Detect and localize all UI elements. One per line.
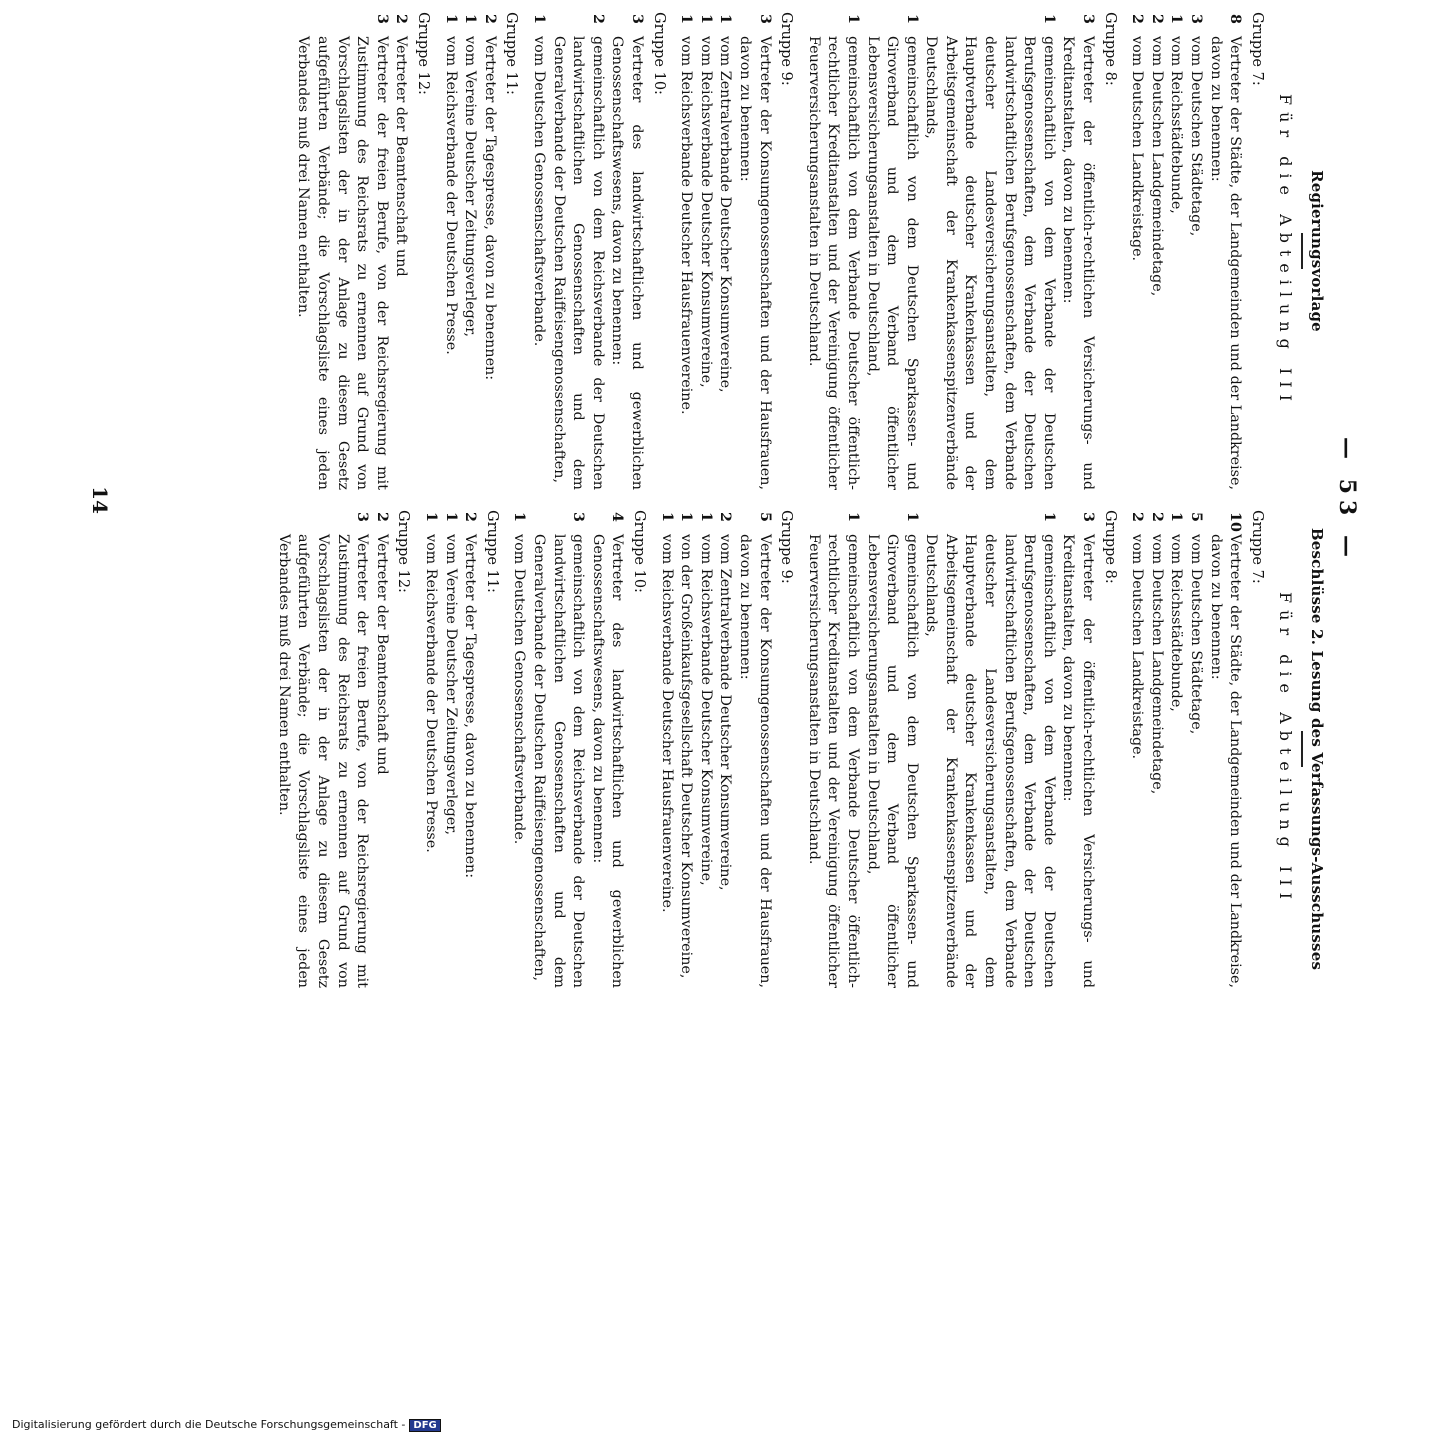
item-count: 3: [629, 14, 645, 24]
list-item: [1146, 14, 1166, 490]
item-count: 4: [609, 512, 626, 522]
item-text: Vertreter der Beamtenschaft und: [393, 36, 410, 277]
digitization-note: [12, 1418, 441, 1432]
item-count: 2: [589, 14, 606, 24]
item-text: vom Vereine Deutscher Zeitungsverleger,: [462, 36, 479, 338]
group-section: [440, 12, 520, 490]
abteilung-heading: Für die Abteilung III: [1276, 94, 1296, 408]
item-text: gemeinschaftlich von dem Reichsverbande der Deutschen landwirtschaftlichen Genossenschaften und dem Generalverbande der Deutschen Raiffeisengenossenschaften,: [550, 36, 606, 490]
item-text: vom Reichsverbande Deutscher Hausfrauenvereine.: [678, 36, 695, 415]
list-item: [479, 14, 499, 490]
list-item: [460, 512, 480, 988]
item-text: Vertreter der Tagespresse, davon zu benennen:: [462, 534, 479, 879]
item-text: vom Vereine Deutscher Zeitungsverleger,: [442, 534, 459, 836]
item-count: 1: [1040, 14, 1057, 24]
list-item: [862, 14, 921, 490]
list-item: [1166, 14, 1186, 490]
item-text: vom Reichsverbande der Deutschen Presse.: [442, 36, 459, 355]
group-list: [273, 510, 1266, 988]
item-text: vom Reichsstädtebunde,: [1168, 534, 1185, 712]
list-item: [862, 512, 921, 988]
column-beschluesse: [273, 510, 1326, 988]
item-text: Vertreter der Beamtenschaft und: [373, 534, 390, 775]
item-count: 1: [442, 512, 459, 522]
item-count: 3: [570, 512, 587, 522]
item-count: 3: [756, 14, 773, 24]
list-item: [695, 14, 715, 490]
group-heading: Gruppe 9:: [778, 12, 795, 86]
group-section: [273, 510, 412, 988]
item-text: gemeinschaftlich von dem Verbande Deutscher öffentlich-rechtlicher Kreditanstalten und der Vereinigung öffentlicher Feuerversicherungsanstalten in Deutschland.: [805, 36, 861, 490]
list-item: [1166, 512, 1186, 988]
group-heading: Gruppe 12:: [395, 510, 412, 593]
list-item: [587, 512, 626, 988]
item-text: Vertreter des landwirtschaftlichen und gewerblichen Genossenschaftswesens, davon zu benennen:: [589, 534, 626, 988]
group-section: [509, 510, 648, 988]
dfg-logo: DFG: [409, 1419, 440, 1432]
group-section: [293, 12, 432, 490]
item-count: 2: [393, 14, 410, 24]
footer-page-number: 14: [88, 486, 112, 514]
item-text: vom Deutschen Landgemeindetage,: [1148, 36, 1165, 297]
item-text: vom Deutschen Städtetage,: [1188, 534, 1205, 735]
item-text: gemeinschaftlich von dem Deutschen Sparkassen- und Giroverband und dem Verband öffentlicher Lebensversicherungsanstalten in Deutschland,: [864, 36, 920, 490]
item-text: vom Reichsverbande der Deutschen Presse.: [423, 534, 440, 853]
page-number: — 53 —: [1334, 437, 1360, 563]
item-text: vom Deutschen Landgemeindetage,: [1148, 534, 1165, 795]
item-text: gemeinschaftlich von dem Verbande Deutscher öffentlich-rechtlicher Kreditanstalten und der Vereinigung öffentlicher Feuerversicherungsanstalten in Deutschland.: [805, 534, 861, 988]
item-count: 1: [1040, 512, 1057, 522]
group-heading: Gruppe 11:: [503, 12, 520, 95]
item-text: Vertreter der Konsumgenossenschaften und der Hausfrauen, davon zu benennen:: [736, 36, 773, 490]
item-count: 1: [511, 512, 528, 522]
item-text: Vertreter der freien Berufe, von der Reichsregierung mit Zustimmung des Reichsrats zu ernennen auf Grund von Vorschlagslisten der in der Anlage zu diesem Gesetz aufgeführten Verbände; die Vorschlagsliste eines jeden Verbandes muß drei Namen enthalten.: [275, 534, 371, 988]
list-item: [420, 512, 440, 988]
group-section: [803, 12, 1119, 490]
list-item: [528, 512, 587, 988]
item-text: von der Großeinkaufsgesellschaft Deutscher Konsumvereine,: [678, 534, 695, 979]
item-text: gemeinschaftlich von dem Verbande der Deutschen Berufsgenossenschaften, dem Verbande der Deutschen landwirtschaftlichen Berufsgenossenschaften, dem Verbande deutscher Landesversicherungsanstalten, dem Hauptverbande deutscher Krankenkassen und der Arbeitsgemeinschaft der Krankenkassenspitzenverbände Deutschlands,: [923, 534, 1057, 988]
group-heading: Gruppe 8:: [1101, 510, 1118, 584]
list-item: [695, 512, 715, 988]
group-section: [656, 510, 795, 988]
item-count: 2: [462, 512, 479, 522]
list-item: [509, 512, 529, 988]
item-text: vom Deutschen Landkreistage.: [1129, 534, 1146, 760]
group-list: [293, 12, 1266, 490]
list-item: [440, 14, 460, 490]
item-count: 1: [423, 512, 440, 522]
item-count: 5: [1188, 512, 1205, 522]
item-text: vom Deutschen Genossenschaftsverbande.: [511, 534, 528, 845]
item-count: 3: [373, 14, 390, 24]
item-text: vom Deutschen Landkreistage.: [1129, 36, 1146, 262]
list-item: [460, 14, 480, 490]
list-item: [1185, 512, 1205, 988]
group-heading: Gruppe 7:: [1248, 510, 1265, 584]
list-item: [715, 512, 735, 988]
list-item: [528, 14, 548, 490]
item-text: Vertreter der Tagespresse, davon zu benennen:: [481, 36, 498, 381]
list-item: [656, 512, 676, 988]
list-item: [548, 14, 607, 490]
list-item: [715, 14, 735, 490]
item-text: Vertreter der freien Berufe, von der Reichsregierung mit Zustimmung des Reichsrats zu ernennen auf Grund von Vorschlagslisten der in der Anlage zu diesem Gesetz aufgeführten Verbände; die Vorschlagsliste eines jeden Verbandes muß drei Namen enthalten.: [295, 36, 390, 490]
item-count: 2: [1129, 14, 1146, 24]
item-count: 1: [844, 14, 861, 24]
item-count: 2: [481, 14, 498, 24]
item-text: gemeinschaftlich von dem Verbande der Deutschen Berufsgenossenschaften, dem Verbande der Deutschen landwirtschaftlichen Berufsgenossenschaften, dem Verbande deutscher Landesversicherungsanstalten, dem Hauptverbande deutscher Krankenkassen und der Arbeitsgemeinschaft der Krankenkassenspitzenverbände Deutschlands,: [923, 36, 1057, 490]
list-item: [1205, 512, 1244, 988]
list-item: [607, 14, 646, 490]
item-count: 1: [697, 512, 714, 522]
list-item: [1127, 14, 1147, 490]
group-heading: Gruppe 12:: [415, 12, 432, 95]
item-count: 5: [756, 512, 773, 522]
digitization-text: Digitalisierung gefördert durch die Deutsche Forschungsgemeinschaft -: [12, 1418, 406, 1431]
item-count: 2: [1129, 512, 1146, 522]
item-count: 3: [1188, 14, 1205, 24]
item-text: Vertreter der Städte, der Landgemeinden und der Landkreise, davon zu benennen:: [1207, 534, 1244, 988]
list-item: [440, 512, 460, 988]
list-item: [1058, 512, 1097, 988]
list-item: [371, 512, 391, 988]
list-item: [803, 14, 862, 490]
item-count: 1: [697, 14, 714, 24]
group-section: [803, 510, 1119, 988]
list-item: [734, 512, 773, 988]
group-section: [420, 510, 500, 988]
column-title: Beschlüsse 2. Lesung des Verfassungs-Ausschusses: [1308, 527, 1326, 971]
list-item: [1185, 14, 1205, 490]
item-text: Vertreter der öffentlich-rechtlichen Versicherungs- und Kreditanstalten, davon zu benennen:: [1060, 36, 1097, 490]
item-count: 3: [354, 512, 371, 522]
group-section: [676, 12, 796, 490]
item-count: 1: [678, 14, 695, 24]
item-count: 2: [373, 512, 390, 522]
item-count: 8: [1227, 14, 1244, 24]
item-text: vom Reichsverbande Deutscher Hausfrauenvereine.: [658, 534, 675, 913]
item-count: 1: [903, 512, 920, 522]
list-item: [676, 14, 696, 490]
list-item: [676, 512, 696, 988]
list-item: [1146, 512, 1166, 988]
list-item: [921, 512, 1058, 988]
item-text: Vertreter der öffentlich-rechtlichen Versicherungs- und Kreditanstalten, davon zu benennen:: [1060, 534, 1097, 988]
list-item: [1127, 512, 1147, 988]
item-count: 1: [442, 14, 459, 24]
title-rule: [1301, 233, 1303, 269]
group-section: [1127, 12, 1266, 490]
group-section: [528, 12, 667, 490]
item-count: 10: [1227, 512, 1244, 532]
list-item: [921, 14, 1058, 490]
title-rule: [1301, 731, 1303, 767]
group-section: [1127, 510, 1266, 988]
item-text: gemeinschaftlich von dem Reichsverbande der Deutschen landwirtschaftlichen Genossenschaften und dem Generalverbande der Deutschen Raiffeisengenossenschaften,: [531, 534, 587, 988]
list-item: [803, 512, 862, 988]
item-count: 2: [1148, 512, 1165, 522]
item-text: vom Zentralverbande Deutscher Konsumvereine,: [717, 36, 734, 393]
list-item: [293, 14, 391, 490]
item-count: 1: [844, 512, 861, 522]
group-heading: Gruppe 11:: [483, 510, 500, 593]
list-item: [391, 14, 411, 490]
item-text: Vertreter der Städte, der Landgemeinden und der Landkreise, davon zu benennen:: [1207, 36, 1244, 490]
item-count: 1: [462, 14, 479, 24]
item-count: 1: [1168, 14, 1185, 24]
item-count: 3: [1080, 512, 1097, 522]
item-count: 1: [678, 512, 695, 522]
group-heading: Gruppe 8:: [1101, 12, 1118, 86]
item-text: vom Deutschen Städtetage,: [1188, 36, 1205, 237]
item-text: Vertreter des landwirtschaftlichen und gewerblichen Genossenschaftswesens, davon zu benennen:: [609, 36, 645, 490]
list-item: [1205, 14, 1244, 490]
item-text: vom Reichsverbande Deutscher Konsumvereine,: [697, 534, 714, 886]
item-count: 3: [1080, 14, 1097, 24]
item-count: 2: [1148, 14, 1165, 24]
item-count: 1: [717, 14, 734, 24]
column-title: Regierungsvorlage: [1308, 170, 1326, 332]
list-item: [273, 512, 371, 988]
item-count: 1: [903, 14, 920, 24]
item-text: gemeinschaftlich von dem Deutschen Sparkassen- und Giroverband und dem Verband öffentlicher Lebensversicherungsanstalten in Deutschland,: [864, 534, 920, 988]
group-heading: Gruppe 7:: [1248, 12, 1265, 86]
group-heading: Gruppe 9:: [778, 510, 795, 584]
item-text: vom Reichsverbande Deutscher Konsumvereine,: [697, 36, 714, 388]
column-regierungsvorlage: [293, 12, 1326, 490]
list-item: [734, 14, 773, 490]
item-count: 1: [1168, 512, 1185, 522]
list-item: [1058, 14, 1097, 490]
item-text: vom Reichsstädtebunde,: [1168, 36, 1185, 214]
group-heading: Gruppe 10:: [631, 510, 647, 593]
item-text: Vertreter der Konsumgenossenschaften und der Hausfrauen, davon zu benennen:: [736, 534, 773, 988]
item-count: 1: [658, 512, 675, 522]
group-heading: Gruppe 10:: [650, 12, 667, 95]
abteilung-heading: Für die Abteilung III: [1276, 592, 1296, 906]
item-text: vom Zentralverbande Deutscher Konsumvereine,: [717, 534, 734, 891]
item-count: 1: [531, 14, 548, 24]
item-count: 2: [717, 512, 734, 522]
item-text: vom Deutschen Genossenschaftsverbande.: [531, 36, 548, 347]
